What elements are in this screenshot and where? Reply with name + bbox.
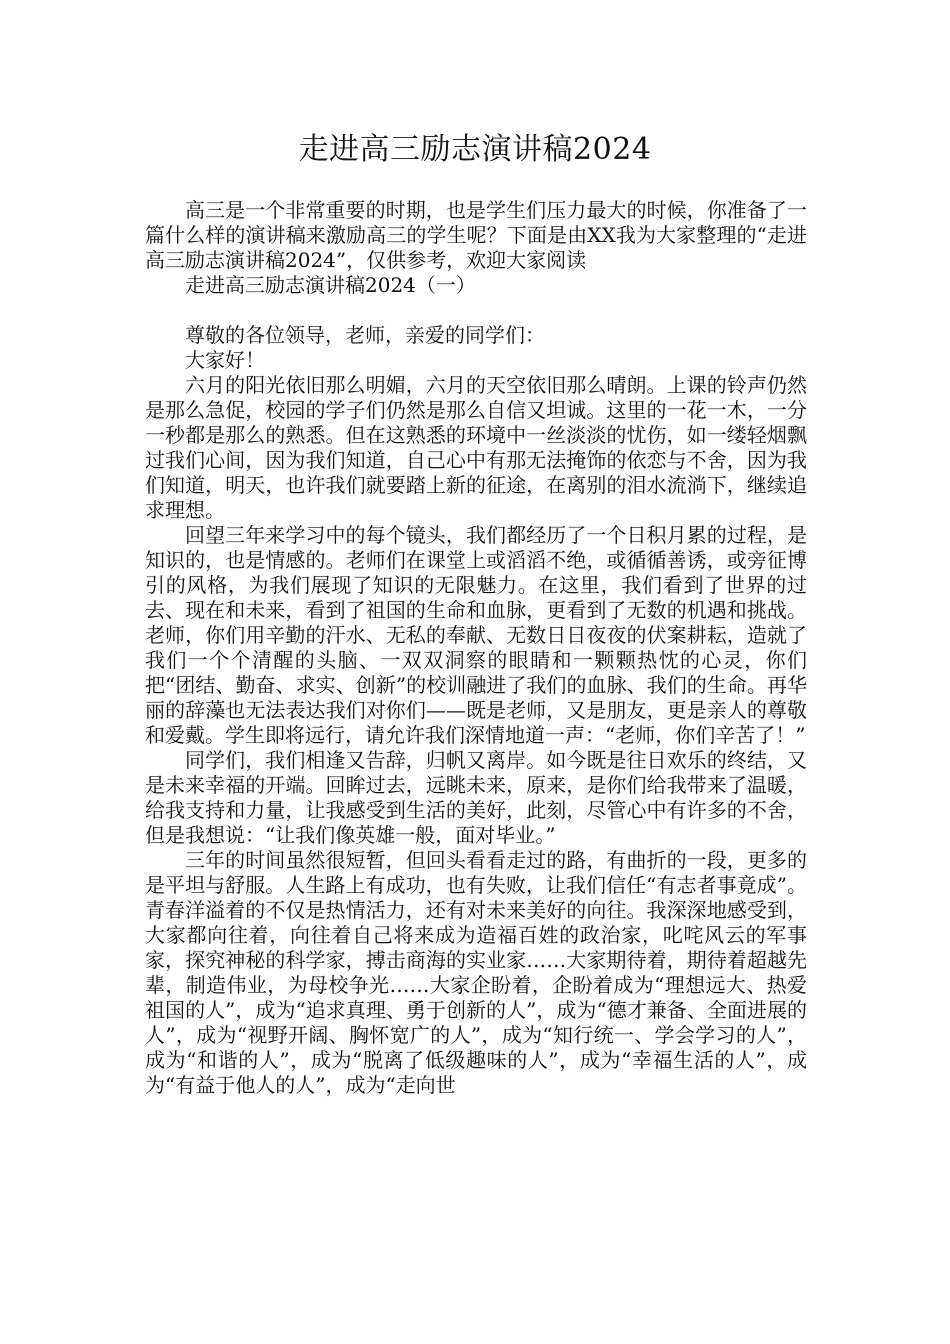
intro-paragraph: 高三是一个非常重要的时期，也是学生们压力最大的时候，你准备了一篇什么样的演讲稿来激励高三的学生呢？下面是由XX我为大家整理的“走进高三励志演讲稿2024”，仅供参考，欢迎大家阅读 bbox=[145, 198, 807, 272]
document-title: 走进高三励志演讲稿2024 bbox=[298, 132, 652, 167]
section-heading: 走进高三励志演讲稿2024（一） bbox=[185, 273, 476, 297]
body-paragraph: 六月的阳光依旧那么明媚，六月的天空依旧那么晴朗。上课的铃声仍然是那么急促，校园的学子们仍然是那么自信又坦诚。这里的一花一木，一分一秒都是那么的熟悉。但在这熟悉的环境中一丝淡淡的忧伤，如一缕轻烟飘过我们心间，因为我们知道，自己心中有那无法掩饰的依恋与不舍，因为我们知道，明天，也许我们就要踏上新的征途，在离别的泪水流淌下，继续追求理想。 bbox=[145, 373, 807, 522]
body-paragraph: 同学们，我们相逢又告辞，归帆又离岸。如今既是往日欢乐的终结，又是未来幸福的开端。回眸过去，远眺未来，原来，是你们给我带来了温暖，给我支持和力量，让我感受到生活的美好，此刻，尽管心中有许多的不舍，但是我想说：“让我们像英雄一般，面对毕业。” bbox=[145, 748, 807, 847]
salutation: 尊敬的各位领导，老师，亲爱的同学们： bbox=[185, 323, 545, 347]
greeting: 大家好！ bbox=[185, 348, 265, 372]
body-paragraph: 回望三年来学习中的每个镜头，我们都经历了一个日积月累的过程，是知识的，也是情感的。老师们在课堂上或滔滔不绝，或循循善诱，或旁征博引的风格，为我们展现了知识的无限魅力。在这里，我们看到了世界的过去、现在和未来，看到了祖国的生命和血脉，更看到了无数的机遇和挑战。老师，你们用辛勤的汗水、无私的奉献、无数日日夜夜的伏案耕耘，造就了我们一个个清醒的头脑、一双双洞察的眼睛和一颗颗热忱的心灵，你们把“团结、勤奋、求实、创新”的校训融进了我们的血脉、我们的生命。再华丽的辞藻也无法表达我们对你们——既是老师，又是朋友，更是亲人的尊敬和爱戴。学生即将远行，请允许我们深情地道一声：“老师，你们辛苦了！” bbox=[145, 523, 807, 747]
blank-line bbox=[145, 298, 807, 323]
document-body bbox=[145, 198, 807, 1098]
body-paragraph: 三年的时间虽然很短暂，但回头看看走过的路，有曲折的一段，更多的是平坦与舒服。人生路上有成功，也有失败，让我们信任“有志者事竟成”。青春洋溢着的不仅是热情活力，还有对未来美好的向往。我深深地感受到，大家都向往着，向往着自己将来成为造福百姓的政治家，叱咤风云的军事家，探究神秘的科学家，搏击商海的实业家……大家期待着，期待着超越先辈，制造伟业，为母校争光……大家企盼着，企盼着成为“理想远大、热爱祖国的人”，成为“追求真理、勇于创新的人”，成为“德才兼备、全面进展的人”，成为“视野开阔、胸怀宽广的人”，成为“知行统一、学会学习的人”，成为“和谐的人”，成为“脱离了低级趣味的人”，成为“幸福生活的人”，成为“有益于他人的人”，成为“走向世 bbox=[145, 848, 807, 1097]
